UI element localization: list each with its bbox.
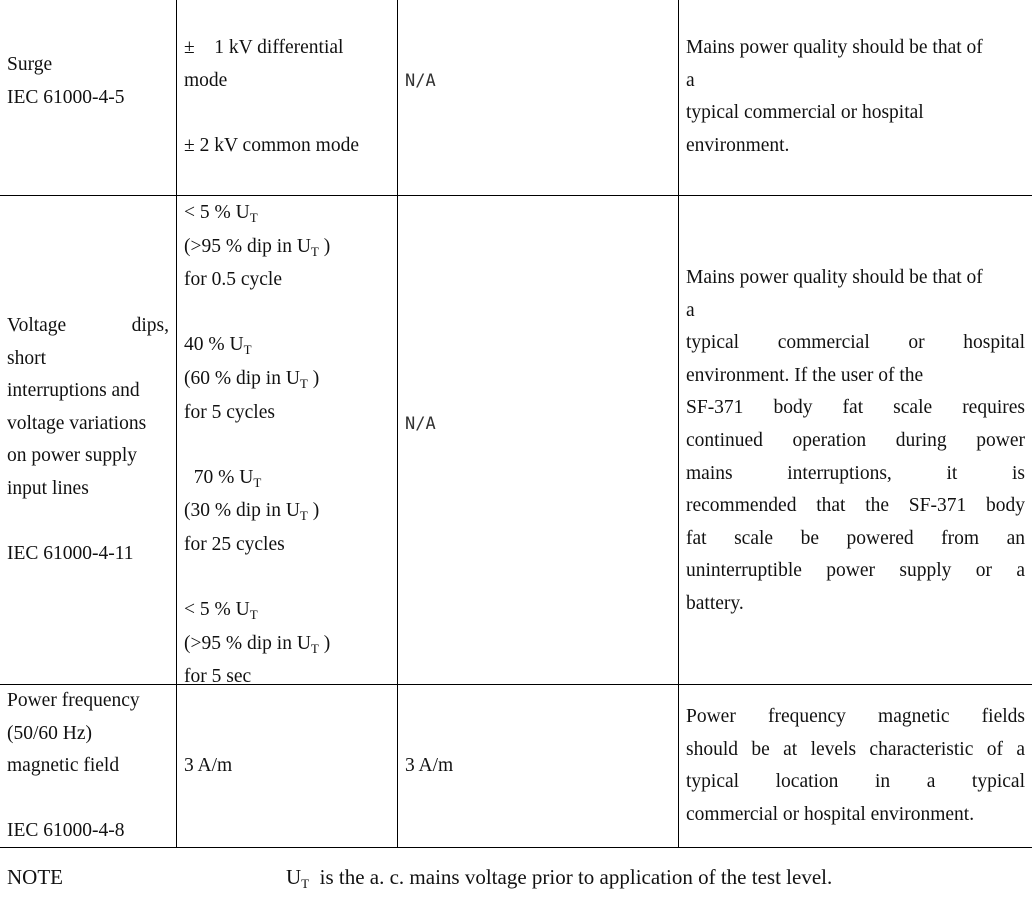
- text-line: Mains power quality should be that of: [686, 267, 983, 288]
- dips-guidance: [686, 262, 1025, 621]
- text-line: Power frequency magnetic fields: [686, 706, 1025, 727]
- dip-text: (30 % dip in U: [184, 500, 300, 522]
- text-line: [7, 783, 172, 816]
- text-line: environment. If the user of the: [686, 364, 924, 386]
- dip-end: ): [318, 235, 331, 257]
- subscript: T: [299, 508, 308, 524]
- spacer: [184, 562, 392, 595]
- text-line: short: [7, 347, 46, 369]
- text-line: interruptions and: [7, 380, 140, 402]
- duration: for 5 cycles: [184, 401, 275, 423]
- duration: for 25 cycles: [184, 533, 285, 555]
- text-line: uninterruptible power supply or a: [686, 560, 1025, 582]
- compliance-value: 3 A/m: [405, 755, 454, 776]
- dips-test-levels: [184, 197, 392, 694]
- dip-text: (>95 % dip in U: [184, 235, 311, 257]
- text-line: Mains power quality should be that of: [686, 37, 983, 58]
- text-line: Surge: [7, 54, 53, 75]
- level-value: [184, 462, 392, 496]
- level-text: 40 % U: [184, 334, 244, 356]
- dip-value: [184, 363, 392, 397]
- text-line: mains interruptions, it is: [686, 462, 1025, 484]
- table-border-left-col: [176, 0, 177, 848]
- level-text: 70 % U: [184, 466, 254, 488]
- text-line: [184, 97, 392, 130]
- subscript: T: [253, 474, 262, 490]
- dip-value: [184, 231, 392, 265]
- subscript: T: [299, 375, 308, 391]
- surge-compliance: [405, 65, 665, 98]
- subscript: T: [243, 342, 252, 358]
- text-line: battery.: [686, 592, 744, 614]
- text-line: should be at levels characteristic of a: [686, 738, 1025, 760]
- text-line: [7, 506, 169, 539]
- row-divider-1: [0, 195, 1032, 196]
- subscript: T: [310, 640, 319, 656]
- magnetic-phenomenon: [7, 685, 172, 848]
- dip-text: (60 % dip in U: [184, 367, 300, 389]
- dip-end: ): [307, 500, 320, 522]
- text-line: SF-371 body fat scale requires: [686, 397, 1025, 419]
- dip-text: (>95 % dip in U: [184, 632, 311, 654]
- text-line: typical commercial or hospital: [686, 332, 1025, 354]
- text-line: typical location in a typical: [686, 771, 1025, 793]
- text-line: a: [686, 299, 695, 321]
- dip-end: ): [307, 367, 320, 389]
- subscript: T: [249, 210, 258, 225]
- text-line: input lines: [7, 477, 89, 499]
- text-line: recommended that the SF-371 body: [686, 495, 1025, 517]
- duration: for 0.5 cycle: [184, 269, 282, 291]
- magnetic-guidance: [686, 701, 1025, 831]
- dips-compliance: [405, 408, 665, 441]
- level-value: [184, 594, 392, 628]
- level-text: < 5 % U: [184, 202, 250, 223]
- text-line: IEC 61000-4-5: [7, 86, 125, 108]
- subscript: T: [310, 243, 319, 259]
- note-subscript: T: [301, 876, 310, 891]
- level-value: [184, 197, 392, 231]
- dip-value: [184, 628, 392, 662]
- text-line: on power supply: [7, 445, 137, 467]
- table-border-col3: [678, 0, 679, 848]
- text-line: Power frequency: [7, 690, 140, 711]
- text-line: typical commercial or hospital: [686, 102, 924, 124]
- dips-phenomenon: [7, 310, 169, 571]
- text-line: mode: [184, 69, 228, 91]
- dip-value: [184, 495, 392, 529]
- text-line: IEC 61000-4-11: [7, 543, 134, 565]
- note-text: [286, 861, 832, 897]
- text-line: ± 1 kV differential: [184, 37, 344, 58]
- magnetic-compliance: [405, 750, 665, 783]
- text-line: commercial or hospital environment.: [686, 803, 975, 825]
- text-line: continued operation during power: [686, 429, 1025, 451]
- level-value: [184, 329, 392, 363]
- surge-phenomenon: [7, 49, 172, 114]
- text-line: IEC 61000-4-8: [7, 820, 125, 842]
- note-symbol: U: [286, 865, 302, 889]
- text-line: environment.: [686, 134, 790, 156]
- surge-guidance: [686, 32, 1026, 162]
- subscript: T: [249, 607, 258, 623]
- spacer: [184, 429, 392, 462]
- note-body: is the a. c. mains voltage prior to application of the test level.: [309, 865, 833, 889]
- note-label-text: NOTE: [7, 865, 63, 889]
- text-line: a: [686, 69, 695, 91]
- magnetic-test-level: [184, 750, 392, 783]
- text-line: magnetic field: [7, 755, 120, 777]
- dip-end: ): [318, 632, 331, 654]
- compliance-value: N/A: [405, 71, 436, 91]
- text-line: ± 2 kV common mode: [184, 134, 359, 156]
- spacer: [184, 297, 392, 330]
- text-line: Voltage dips,: [7, 315, 169, 336]
- text-line: voltage variations: [7, 412, 147, 434]
- level-text: < 5 % U: [184, 599, 250, 621]
- duration: for 5 sec: [184, 666, 252, 688]
- compliance-value: N/A: [405, 414, 436, 434]
- test-level-value: 3 A/m: [184, 755, 233, 776]
- text-line: fat scale be powered from an: [686, 527, 1025, 549]
- table-border-col2: [397, 0, 398, 848]
- text-line: (50/60 Hz): [7, 722, 93, 744]
- note-label: [7, 861, 63, 894]
- surge-test-level: [184, 32, 392, 162]
